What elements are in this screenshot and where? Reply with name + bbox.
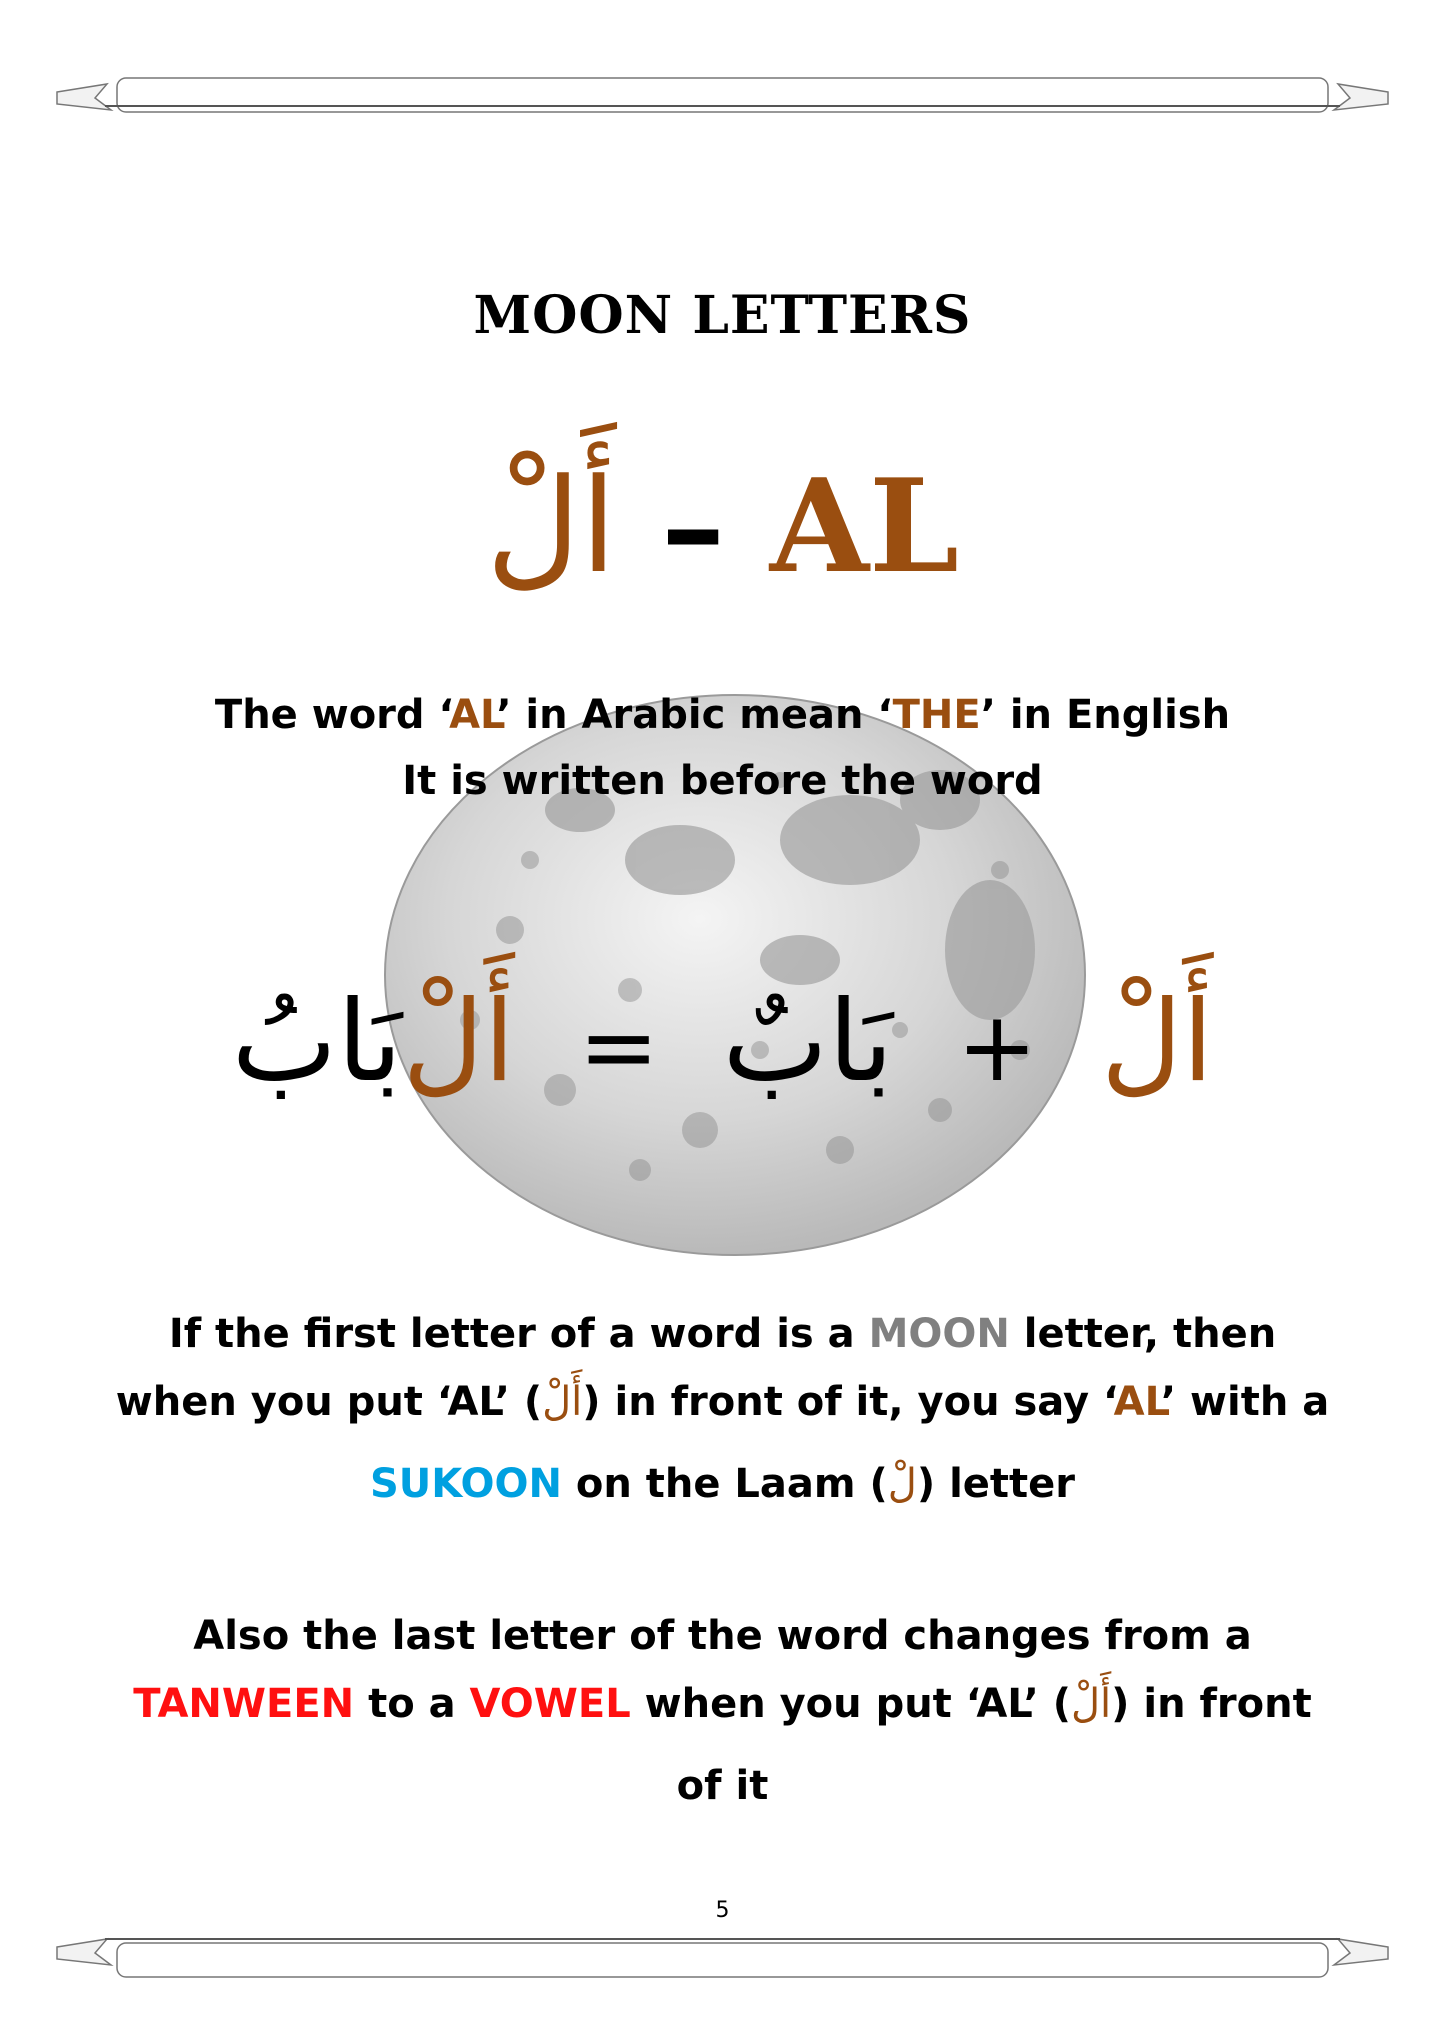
intro-al-highlight: AL bbox=[449, 692, 497, 738]
tanween-al-arabic: أَلْ bbox=[1070, 1681, 1112, 1727]
intro-line-2: It is written before the word bbox=[402, 758, 1043, 804]
rule-text-c: when you put ‘AL’ ( bbox=[115, 1379, 543, 1425]
heading-arabic-al: أَلْ bbox=[485, 450, 617, 602]
rule-text-d: ) in front of it, you say ‘ bbox=[582, 1379, 1114, 1425]
equation-result-al: أَلْ bbox=[402, 977, 515, 1107]
equation-word: بَابٌ bbox=[722, 977, 894, 1107]
rule-text-e: ’ with a bbox=[1160, 1379, 1330, 1425]
rule-text-b: letter, then bbox=[1009, 1311, 1277, 1357]
tanween-line-3: of it bbox=[676, 1763, 769, 1809]
rule-text-g: ) letter bbox=[916, 1461, 1076, 1507]
intro-text-1b: ’ in Arabic mean ‘ bbox=[496, 692, 893, 738]
tanween-text-b: to a bbox=[354, 1681, 470, 1727]
laam-arabic: لْ bbox=[887, 1461, 917, 1507]
equation-plus: + bbox=[956, 991, 1038, 1103]
arabic-equation bbox=[0, 975, 1445, 1109]
rule-line-3 bbox=[0, 1450, 1445, 1518]
page-title: MOON LETTERS bbox=[473, 285, 972, 346]
tanween-highlight: TANWEEN bbox=[133, 1681, 355, 1727]
tanween-text-c: when you put ‘AL’ ( bbox=[630, 1681, 1071, 1727]
equation-al: أَلْ bbox=[1100, 977, 1214, 1107]
intro-the-highlight: THE bbox=[892, 692, 981, 738]
equation-equals: = bbox=[578, 991, 659, 1103]
intro-text bbox=[0, 682, 1445, 814]
rule-line-2 bbox=[0, 1368, 1445, 1436]
moon-letter-rule bbox=[0, 1300, 1445, 1518]
tanween-text-d: ) in front bbox=[1111, 1681, 1312, 1727]
top-scroll-banner bbox=[55, 70, 1390, 130]
tanween-line-1: Also the last letter of the word changes from a bbox=[193, 1613, 1252, 1659]
bottom-scroll-banner bbox=[55, 1925, 1390, 1985]
equation-result-rest: بَابُ bbox=[231, 977, 403, 1107]
equation-result bbox=[232, 975, 515, 1109]
rule-al-highlight: AL bbox=[1113, 1379, 1161, 1425]
heading-latin-al: AL bbox=[769, 452, 959, 602]
moon-highlight: MOON bbox=[868, 1311, 1010, 1357]
page-number: 5 bbox=[715, 1898, 730, 1923]
rule-line-1 bbox=[0, 1300, 1445, 1368]
vowel-highlight: VOWEL bbox=[469, 1681, 631, 1727]
heading-dash: – bbox=[661, 452, 726, 602]
intro-line-1 bbox=[0, 682, 1445, 748]
rule-text-f: on the Laam ( bbox=[561, 1461, 888, 1507]
sukoon-highlight: SUKOON bbox=[369, 1461, 562, 1507]
tanween-line-2 bbox=[0, 1670, 1445, 1738]
tanween-rule bbox=[0, 1602, 1445, 1820]
rule-al-arabic: أَلْ bbox=[542, 1379, 583, 1425]
intro-text-1a: The word ‘ bbox=[214, 692, 450, 738]
intro-text-1c: ’ in English bbox=[980, 692, 1231, 738]
rule-text-a: If the first letter of a word is a bbox=[168, 1311, 869, 1357]
al-heading bbox=[0, 450, 1445, 602]
